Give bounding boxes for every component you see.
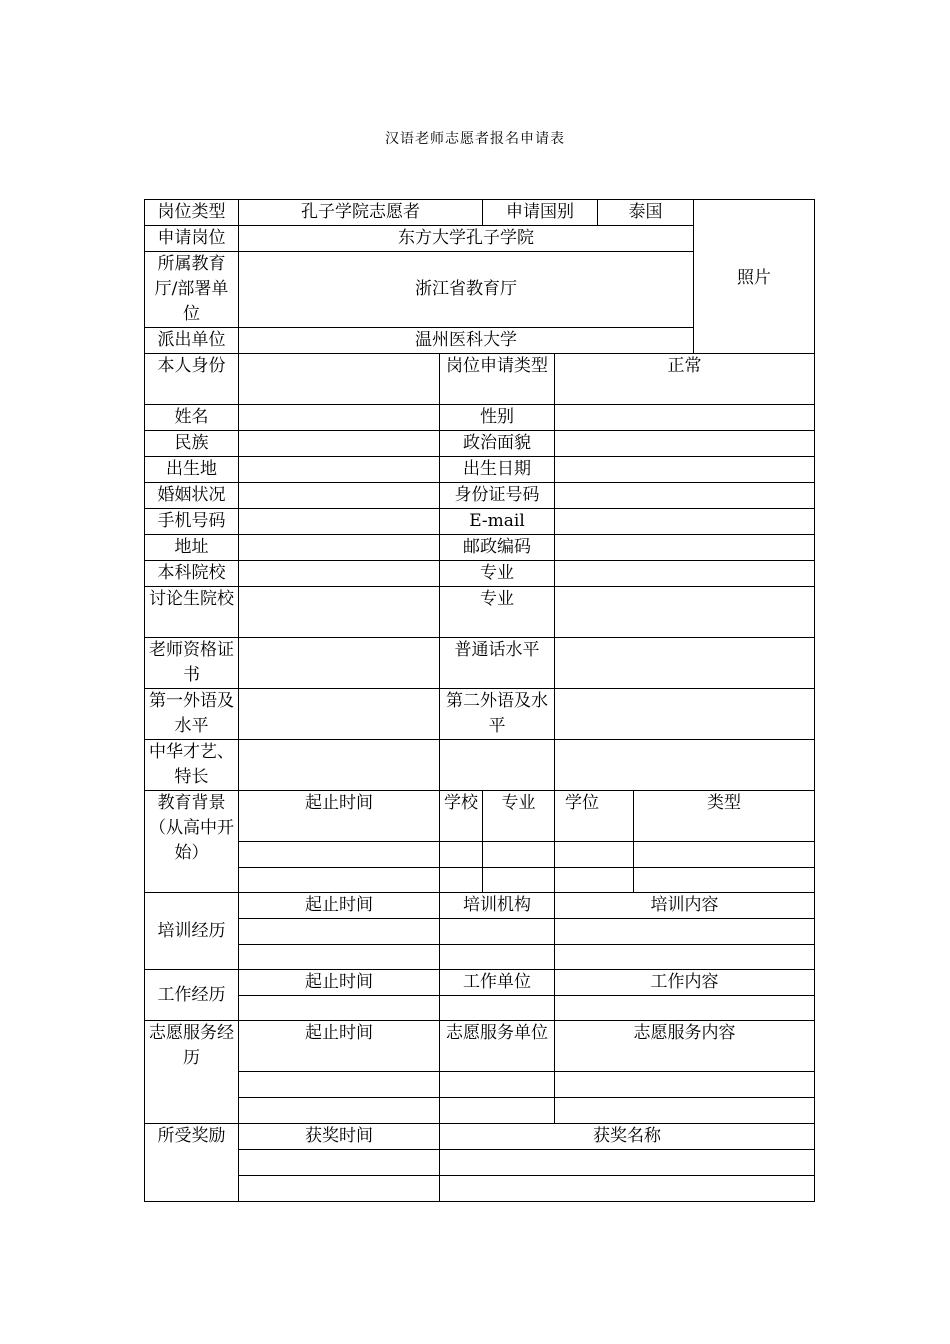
training-cell[interactable] (440, 919, 555, 945)
id-number-label: 身份证号码 (440, 483, 555, 509)
identity-value[interactable] (239, 354, 440, 405)
work-period-header: 起止时间 (239, 970, 440, 996)
marital-value[interactable] (239, 483, 440, 509)
birthdate-value[interactable] (555, 457, 815, 483)
political-label: 政治面貌 (440, 431, 555, 457)
award-cell[interactable] (440, 1150, 815, 1176)
talent-value[interactable] (239, 740, 440, 791)
first-lang-value[interactable] (239, 689, 440, 740)
apply-type-value: 正常 (555, 354, 815, 405)
edu-dept-value: 浙江省教育厅 (239, 252, 694, 328)
mandarin-level-label: 普通话水平 (440, 638, 555, 689)
undergrad-school-value[interactable] (239, 561, 440, 587)
talent-extra-1[interactable] (440, 740, 555, 791)
work-label: 工作经历 (145, 970, 239, 1021)
work-cell[interactable] (440, 996, 555, 1021)
id-number-value[interactable] (555, 483, 815, 509)
post-type-label: 岗位类型 (145, 200, 239, 226)
talent-label: 中华才艺、特长 (145, 740, 239, 791)
edu-cell[interactable] (440, 842, 483, 868)
mandarin-level-value[interactable] (555, 638, 815, 689)
volunteer-cell[interactable] (239, 1072, 440, 1098)
edu-cell[interactable] (555, 868, 634, 893)
application-form (144, 199, 815, 1202)
birthplace-value[interactable] (239, 457, 440, 483)
email-value[interactable] (555, 509, 815, 535)
work-unit-header: 工作单位 (440, 970, 555, 996)
undergrad-school-label: 本科院校 (145, 561, 239, 587)
post-type-value: 孔子学院志愿者 (239, 200, 483, 226)
address-label: 地址 (145, 535, 239, 561)
name-label: 姓名 (145, 405, 239, 431)
form-title: 汉语老师志愿者报名申请表 (385, 131, 565, 147)
send-unit-value: 温州医科大学 (239, 328, 694, 354)
photo-box: 照片 (694, 200, 815, 354)
gender-value[interactable] (555, 405, 815, 431)
major1-label: 专业 (440, 561, 555, 587)
work-cell[interactable] (555, 996, 815, 1021)
volunteer-unit-header: 志愿服务单位 (440, 1021, 555, 1072)
edu-major-header: 专业 (483, 791, 555, 842)
edu-cell[interactable] (555, 842, 634, 868)
first-lang-label: 第一外语及水平 (145, 689, 239, 740)
training-cell[interactable] (555, 945, 815, 970)
training-cell[interactable] (555, 919, 815, 945)
edu-cell[interactable] (634, 868, 815, 893)
teacher-cert-label: 老师资格证书 (145, 638, 239, 689)
grad-school-label: 讨论生院校 (145, 587, 239, 638)
volunteer-cell[interactable] (555, 1098, 815, 1124)
second-lang-value[interactable] (555, 689, 815, 740)
apply-post-label: 申请岗位 (145, 226, 239, 252)
major2-value[interactable] (555, 587, 815, 638)
training-cell[interactable] (239, 945, 440, 970)
award-name-header: 获奖名称 (440, 1124, 815, 1150)
political-value[interactable] (555, 431, 815, 457)
birthdate-label: 出生日期 (440, 457, 555, 483)
edu-degree-header: 学位 (555, 791, 634, 842)
phone-label: 手机号码 (145, 509, 239, 535)
volunteer-cell[interactable] (555, 1072, 815, 1098)
training-cell[interactable] (440, 945, 555, 970)
phone-value[interactable] (239, 509, 440, 535)
postcode-value[interactable] (555, 535, 815, 561)
postcode-label: 邮政编码 (440, 535, 555, 561)
award-cell[interactable] (239, 1176, 440, 1202)
volunteer-content-header: 志愿服务内容 (555, 1021, 815, 1072)
edu-dept-label: 所属教育厅/部署单位 (145, 252, 239, 328)
send-unit-label: 派出单位 (145, 328, 239, 354)
education-label: 教育背景（从高中开始） (145, 791, 239, 893)
address-value[interactable] (239, 535, 440, 561)
edu-cell[interactable] (440, 868, 483, 893)
training-cell[interactable] (239, 919, 440, 945)
training-org-header: 培训机构 (440, 893, 555, 919)
country-label: 申请国别 (483, 200, 598, 226)
country-value: 泰国 (598, 200, 694, 226)
name-value[interactable] (239, 405, 440, 431)
awards-label: 所受奖励 (145, 1124, 239, 1202)
edu-cell[interactable] (239, 842, 440, 868)
apply-post-value: 东方大学孔子学院 (239, 226, 694, 252)
award-cell[interactable] (239, 1150, 440, 1176)
edu-cell[interactable] (483, 842, 555, 868)
ethnicity-label: 民族 (145, 431, 239, 457)
gender-label: 性别 (440, 405, 555, 431)
edu-type-header: 类型 (634, 791, 815, 842)
major2-label: 专业 (440, 587, 555, 638)
training-label: 培训经历 (145, 893, 239, 970)
grad-school-value[interactable] (239, 587, 440, 638)
ethnicity-value[interactable] (239, 431, 440, 457)
edu-cell[interactable] (483, 868, 555, 893)
identity-label: 本人身份 (145, 354, 239, 405)
volunteer-cell[interactable] (239, 1098, 440, 1124)
award-time-header: 获奖时间 (239, 1124, 440, 1150)
birthplace-label: 出生地 (145, 457, 239, 483)
volunteer-cell[interactable] (440, 1098, 555, 1124)
volunteer-cell[interactable] (440, 1072, 555, 1098)
training-content-header: 培训内容 (555, 893, 815, 919)
edu-period-header: 起止时间 (239, 791, 440, 842)
award-cell[interactable] (440, 1176, 815, 1202)
marital-label: 婚姻状况 (145, 483, 239, 509)
volunteer-period-header: 起止时间 (239, 1021, 440, 1072)
training-period-header: 起止时间 (239, 893, 440, 919)
work-content-header: 工作内容 (555, 970, 815, 996)
volunteer-label: 志愿服务经历 (145, 1021, 239, 1124)
teacher-cert-value[interactable] (239, 638, 440, 689)
major1-value[interactable] (555, 561, 815, 587)
edu-school-header: 学校 (440, 791, 483, 842)
edu-cell[interactable] (239, 868, 440, 893)
edu-cell[interactable] (634, 842, 815, 868)
second-lang-label: 第二外语及水平 (440, 689, 555, 740)
talent-extra-2[interactable] (555, 740, 815, 791)
work-cell[interactable] (239, 996, 440, 1021)
apply-type-label: 岗位申请类型 (440, 354, 555, 405)
email-label: E-mail (440, 509, 555, 535)
